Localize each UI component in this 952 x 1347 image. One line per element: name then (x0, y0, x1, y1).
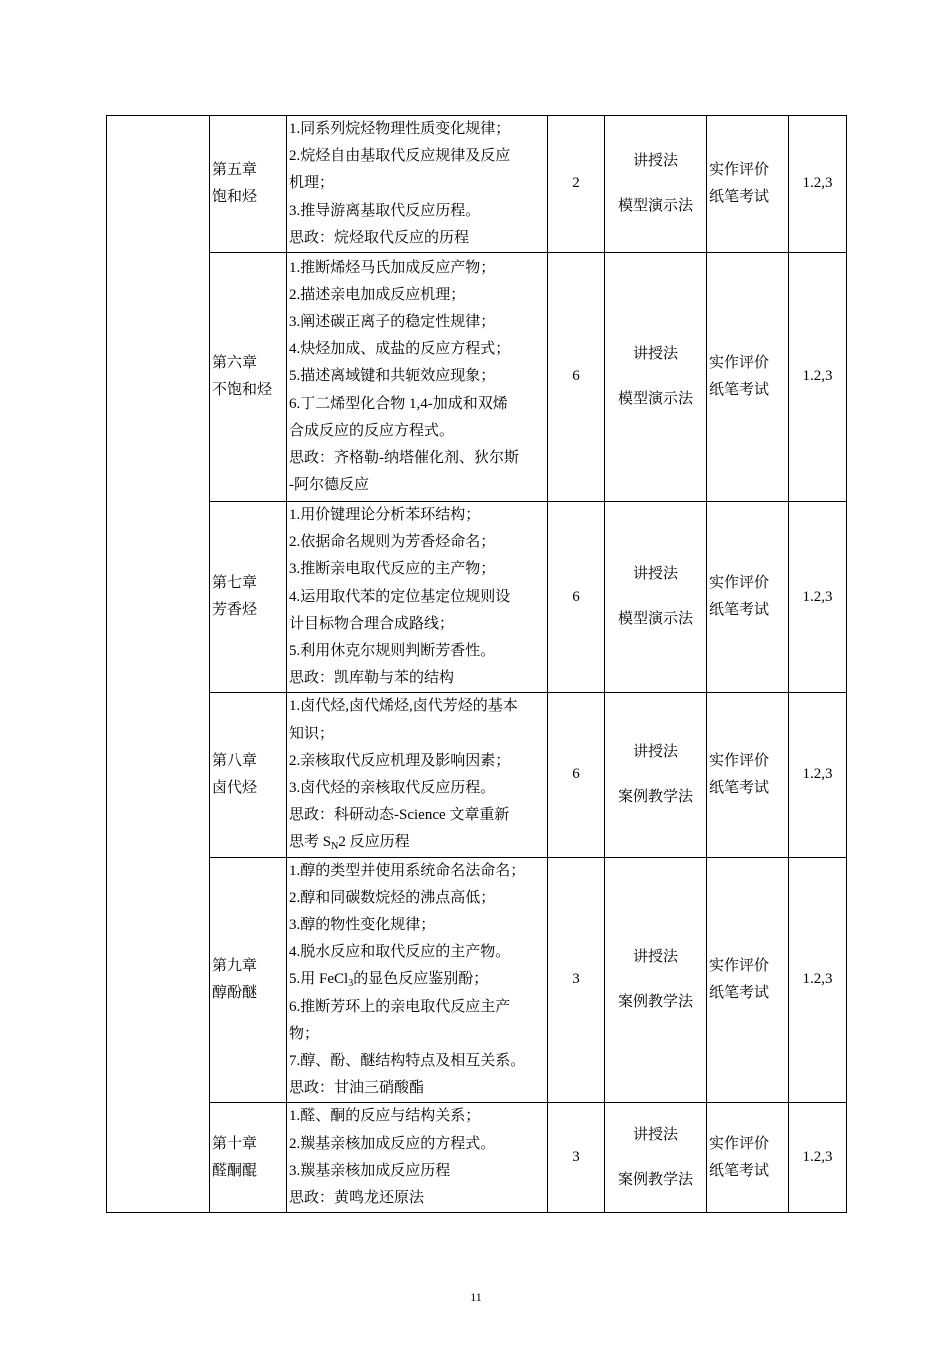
assessment-cell (707, 116, 789, 253)
method-secondary: 模型演示法 (617, 198, 693, 214)
content-line: 1.推断烯烃马氏加成反应产物； (289, 259, 496, 276)
content-cell (287, 116, 548, 253)
assessment-exam: 纸笔考试 (709, 602, 770, 619)
chapter-number: 第八章 (212, 752, 258, 769)
chapter-cell (210, 857, 287, 1103)
hours-cell: 3 (548, 857, 605, 1103)
content-line: 思政：烷烃取代反应的历程 (289, 229, 470, 246)
table-row (107, 693, 847, 857)
content-line: 机理； (289, 175, 335, 192)
content-line: -阿尔德反应 (289, 477, 369, 494)
assessment-cell (707, 502, 789, 693)
content-line: 3.推断亲电取代反应的主产物； (289, 561, 496, 578)
goals-cell: 1.2,3 (789, 502, 847, 693)
fecl3-text-before: 5.用 FeCl (289, 971, 349, 988)
content-line: 1.同系列烷烃物理性质变化规律； (289, 121, 511, 137)
hours-cell: 6 (548, 253, 605, 502)
chapter-title: 饱和烃 (212, 189, 258, 205)
assessment-cell (707, 693, 789, 857)
method-lecture: 讲授法 (632, 345, 678, 362)
method-secondary: 案例教学法 (617, 994, 693, 1011)
assessment-practical: 实作评价 (709, 161, 770, 178)
chapter-title: 醛酮醌 (212, 1162, 258, 1179)
assessment-cell (707, 1103, 789, 1213)
content-line: 思政：甘油三硝酸酯 (289, 1080, 425, 1097)
content-line: 物； (289, 1025, 320, 1042)
goals-cell: 1.2,3 (789, 693, 847, 857)
method-secondary: 案例教学法 (617, 789, 693, 806)
table-row (107, 502, 847, 693)
goals-cell: 1.2,3 (789, 116, 847, 253)
content-line: 思政：科研动态-Science 文章重新 (289, 807, 510, 824)
table-row (107, 253, 847, 502)
methods-cell (605, 857, 707, 1103)
method-secondary: 案例教学法 (617, 1171, 693, 1188)
method-secondary: 模型演示法 (617, 391, 693, 408)
chapter-cell (210, 1103, 287, 1213)
table-row (107, 1103, 847, 1213)
fecl3-subscript: 3 (348, 978, 354, 990)
sn2-text-after: 2 反应历程 (338, 834, 410, 851)
content-line: 4.脱水反应和取代反应的主产物。 (289, 944, 511, 961)
hours-cell: 6 (548, 502, 605, 693)
content-line: 思政：凯库勒与苯的结构 (289, 670, 455, 687)
content-line: 2.羰基亲核加成反应的方程式。 (289, 1135, 496, 1152)
assessment-exam: 纸笔考试 (709, 1162, 770, 1179)
content-line: 知识； (289, 725, 335, 742)
hours-cell: 3 (548, 1103, 605, 1213)
assessment-exam: 纸笔考试 (709, 189, 770, 205)
method-lecture: 讲授法 (632, 1126, 678, 1143)
content-line: 2.醇和同碳数烷烃的沸点高低； (289, 889, 496, 906)
assessment-cell (707, 253, 789, 502)
assessment-practical: 实作评价 (709, 957, 770, 974)
content-line: 7.醇、酚、醚结构特点及相互关系。 (289, 1053, 526, 1070)
goals-cell: 1.2,3 (789, 857, 847, 1103)
content-line: 6.丁二烯型化合物 1,4-加成和双烯 (289, 395, 508, 412)
content-line: 2.烷烃自由基取代反应规律及反应 (289, 148, 511, 165)
assessment-exam: 纸笔考试 (709, 985, 770, 1002)
methods-cell (605, 116, 707, 253)
page-number: 11 (470, 1290, 482, 1304)
content-line (289, 829, 545, 856)
goals-cell: 1.2,3 (789, 1103, 847, 1213)
chapter-number: 第五章 (212, 161, 258, 178)
chapter-title: 卤代烃 (212, 780, 258, 797)
sn2-subscript: N (331, 841, 339, 853)
content-line: 2.描述亲电加成反应机理； (289, 286, 466, 303)
content-line: 1.卤代烃,卤代烯烃,卤代芳烃的基本 (289, 698, 518, 715)
methods-cell (605, 502, 707, 693)
content-cell (287, 502, 548, 693)
content-line: 3.卤代烃的亲核取代反应历程。 (289, 780, 496, 797)
chapter-number: 第七章 (212, 575, 258, 592)
content-line: 思政：齐格勒-纳塔催化剂、狄尔斯 (289, 450, 519, 467)
sn2-text-before: 思考 S (289, 834, 332, 851)
chapter-number: 第十章 (212, 1135, 258, 1152)
chapter-cell (210, 116, 287, 253)
methods-cell (605, 1103, 707, 1213)
chapter-title: 不饱和烃 (212, 382, 273, 399)
assessment-exam: 纸笔考试 (709, 780, 770, 797)
content-line: 5.描述离域键和共轭效应现象； (289, 368, 496, 385)
content-line: 3.推导游离基取代反应历程。 (289, 202, 481, 219)
fecl3-text-after: 的显色反应鉴别酚； (353, 971, 489, 988)
chapter-title: 芳香烃 (212, 602, 258, 619)
table-row (107, 116, 847, 253)
assessment-practical: 实作评价 (709, 354, 770, 371)
content-line: 3.醇的物性变化规律； (289, 917, 436, 934)
content-line: 3.羰基亲核加成反应历程 (289, 1162, 451, 1179)
content-line: 6.推断芳环上的亲电取代反应主产 (289, 998, 511, 1015)
content-line: 1.用价键理论分析苯环结构； (289, 507, 481, 524)
chapter-number: 第九章 (212, 957, 258, 974)
content-line: 4.运用取代苯的定位基定位规则设 (289, 588, 511, 605)
content-line: 思政：黄鸣龙还原法 (289, 1190, 425, 1207)
method-lecture: 讲授法 (632, 566, 678, 583)
method-lecture: 讲授法 (632, 152, 678, 169)
content-cell (287, 253, 548, 502)
content-line (289, 966, 545, 993)
chapter-cell (210, 502, 287, 693)
chapter-cell (210, 253, 287, 502)
content-line: 4.炔烃加成、成盐的反应方程式； (289, 341, 511, 358)
methods-cell (605, 693, 707, 857)
chapter-cell (210, 693, 287, 857)
content-line: 3.阐述碳正离子的稳定性规律； (289, 314, 496, 330)
hours-cell: 6 (548, 693, 605, 857)
content-line: 2.依据命名规则为芳香烃命名； (289, 534, 496, 551)
content-line: 计目标物合理合成路线； (289, 615, 455, 632)
method-lecture: 讲授法 (632, 743, 678, 760)
content-line: 1.醛、酮的反应与结构关系； (289, 1108, 481, 1125)
assessment-practical: 实作评价 (709, 752, 770, 769)
method-lecture: 讲授法 (632, 948, 678, 965)
content-line: 合成反应的反应方程式。 (289, 422, 455, 439)
method-secondary: 模型演示法 (617, 611, 693, 628)
goals-cell: 1.2,3 (789, 253, 847, 502)
syllabus-table (106, 115, 847, 1213)
content-line: 1.醇的类型并使用系统命名法命名； (289, 862, 526, 879)
blank-first-column (107, 116, 210, 1213)
assessment-exam: 纸笔考试 (709, 382, 770, 399)
content-line: 2.亲核取代反应机理及影响因素； (289, 752, 511, 769)
table-row (107, 857, 847, 1103)
content-cell (287, 857, 548, 1103)
content-cell (287, 693, 548, 857)
chapter-number: 第六章 (212, 354, 258, 371)
assessment-cell (707, 857, 789, 1103)
content-line: 5.利用休克尔规则判断芳香性。 (289, 643, 496, 660)
hours-cell: 2 (548, 116, 605, 253)
assessment-practical: 实作评价 (709, 1135, 770, 1152)
chapter-title: 醇酚醚 (212, 985, 258, 1002)
assessment-practical: 实作评价 (709, 575, 770, 592)
methods-cell (605, 253, 707, 502)
content-cell (287, 1103, 548, 1213)
